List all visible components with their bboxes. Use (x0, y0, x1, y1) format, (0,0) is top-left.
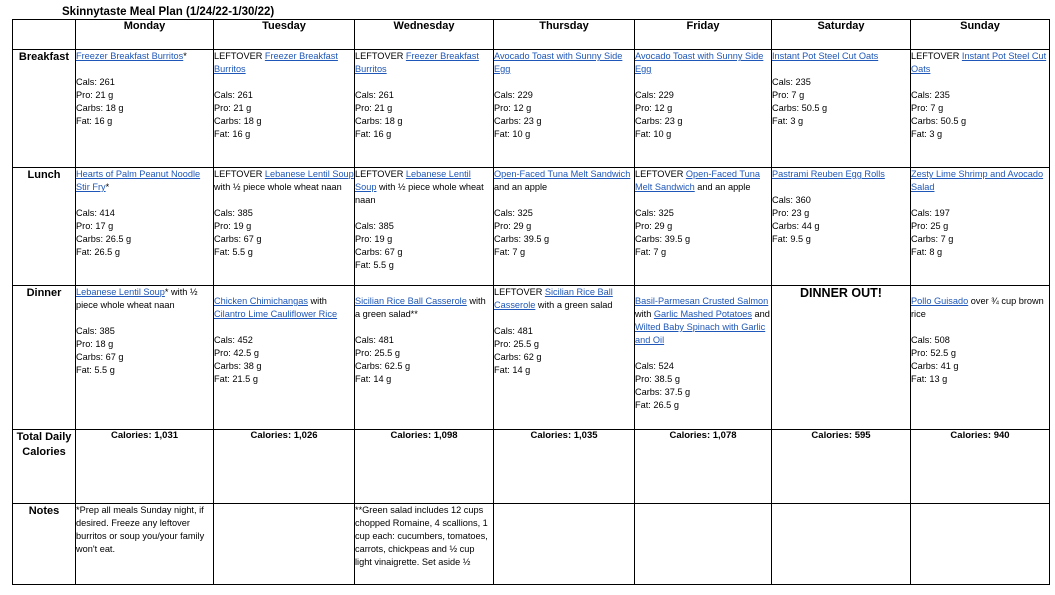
recipe-link[interactable]: Chicken Chimichangas (214, 296, 308, 306)
carbs-value: Carbs: 44 g (772, 221, 820, 231)
leftover-label: LEFTOVER (214, 169, 265, 179)
carbs-value: Carbs: 26.5 g (76, 234, 132, 244)
pro-value: Pro: 17 g (76, 221, 114, 231)
carbs-value: Carbs: 18 g (355, 116, 403, 126)
fat-value: Fat: 10 g (635, 129, 672, 139)
fat-value: Fat: 7 g (494, 247, 526, 257)
note-empty (772, 504, 911, 585)
total-calories: Calories: 1,031 (76, 430, 214, 504)
row-label-total: Total Daily Calories (13, 430, 76, 504)
fat-value: Fat: 26.5 g (635, 400, 679, 410)
fat-value: Fat: 3 g (772, 116, 804, 126)
recipe-link[interactable]: Freezer Breakfast Burritos (214, 51, 338, 74)
fat-value: Fat: 16 g (214, 129, 251, 139)
recipe-link[interactable]: Basil-Parmesan Crusted Salmon (635, 296, 769, 306)
cals-value: Cals: 360 (772, 195, 811, 205)
total-calories: Calories: 1,026 (214, 430, 355, 504)
meal-desc: with (307, 296, 327, 306)
cals-value: Cals: 325 (494, 208, 533, 218)
day-header-thursday: Thursday (494, 20, 635, 50)
recipe-link[interactable]: Wilted Baby Spinach with Garlic and Oil (635, 322, 766, 345)
meal-cell (772, 168, 911, 286)
recipe-link[interactable]: Garlic Mashed Potatoes (653, 309, 752, 319)
carbs-value: Carbs: 39.5 g (635, 234, 691, 244)
meal-desc: with a green salad** (355, 296, 486, 319)
day-header-saturday: Saturday (772, 20, 911, 50)
row-label-dinner: Dinner (13, 286, 76, 430)
recipe-link[interactable]: Avocado Toast with Sunny Side Egg (635, 51, 764, 74)
carbs-value: Carbs: 23 g (635, 116, 683, 126)
totals-row (13, 430, 1050, 504)
pro-value: Pro: 21 g (76, 90, 114, 100)
pro-value: Pro: 25 g (911, 221, 949, 231)
carbs-value: Carbs: 67 g (76, 352, 124, 362)
carbs-value: Carbs: 50.5 g (772, 103, 828, 113)
recipe-link[interactable]: Sicilian Rice Ball Casserole (494, 287, 613, 310)
fat-value: Fat: 9.5 g (772, 234, 811, 244)
meal-cell (214, 50, 355, 168)
notes-row (13, 504, 1050, 585)
fat-value: Fat: 13 g (911, 374, 948, 384)
meal-cell-dinner-friday (635, 286, 772, 430)
meal-cell (635, 50, 772, 168)
cals-value: Cals: 229 (494, 90, 533, 100)
meal-cell (635, 168, 772, 286)
cals-value: Cals: 385 (76, 326, 115, 336)
note-monday: *Prep all meals Sunday night, if desired. Freeze any leftover burritos or soup you/your family won't eat. (76, 504, 214, 585)
recipe-link[interactable]: Hearts of Palm Peanut Noodle Stir Fry (76, 169, 201, 192)
note-empty (635, 504, 772, 585)
fat-value: Fat: 10 g (494, 129, 531, 139)
pro-value: Pro: 7 g (911, 103, 944, 113)
pro-value: Pro: 19 g (214, 221, 252, 231)
pro-value: Pro: 42.5 g (214, 348, 259, 358)
breakfast-row (13, 50, 1050, 168)
dinner-row (13, 286, 1050, 430)
corner-cell (13, 20, 76, 50)
recipe-link[interactable]: Sicilian Rice Ball Casserole (355, 296, 467, 306)
pro-value: Pro: 12 g (635, 103, 673, 113)
cals-value: Cals: 229 (635, 90, 674, 100)
note-empty (911, 504, 1050, 585)
cals-value: Cals: 524 (635, 361, 674, 371)
header-row (13, 20, 1050, 50)
recipe-link[interactable]: Instant Pot Steel Cut Oats (911, 51, 1047, 74)
meal-cell-dinner-monday (76, 286, 214, 430)
meal-cell-dinner-sunday (911, 286, 1050, 430)
carbs-value: Carbs: 62 g (494, 352, 542, 362)
fat-value: Fat: 3 g (911, 129, 943, 139)
cals-value: Cals: 261 (76, 77, 115, 87)
cals-value: Cals: 261 (214, 90, 253, 100)
note-wednesday: **Green salad includes 12 cups chopped Romaine, 4 scallions, 1 cup each: cucumbers, tomatoes, carrots, chickpeas and ½ cup light vinaigrette. Set aside ½ (355, 504, 494, 585)
meal-desc: with (635, 309, 654, 319)
page-title: Skinnytaste Meal Plan (1/24/22-1/30/22) (62, 6, 275, 18)
recipe-link[interactable]: Pollo Guisado (911, 296, 969, 306)
meal-cell (494, 50, 635, 168)
leftover-label: LEFTOVER (635, 169, 686, 179)
meal-desc: * with ½ piece whole wheat naan (76, 287, 198, 310)
total-calories: Calories: 595 (772, 430, 911, 504)
pro-value: Pro: 25.5 g (494, 339, 539, 349)
pro-value: Pro: 7 g (772, 90, 805, 100)
total-calories: Calories: 1,078 (635, 430, 772, 504)
fat-value: Fat: 7 g (635, 247, 667, 257)
meal-desc: with ½ piece whole wheat naan (355, 182, 484, 205)
meal-desc: with ½ piece whole wheat naan (214, 182, 342, 192)
cals-value: Cals: 385 (355, 221, 394, 231)
fat-value: Fat: 5.5 g (214, 247, 253, 257)
meal-plan-table (12, 19, 1050, 585)
meal-cell-dinner-thursday (494, 286, 635, 430)
cals-value: Cals: 325 (635, 208, 674, 218)
meal-cell (494, 168, 635, 286)
recipe-link[interactable]: Open-Faced Tuna Melt Sandwich (494, 169, 631, 179)
leftover-label: LEFTOVER (214, 51, 265, 61)
recipe-link[interactable]: Lebanese Lentil Soup (355, 169, 471, 192)
note-empty (214, 504, 355, 585)
fat-value: Fat: 8 g (911, 247, 943, 257)
total-calories: Calories: 1,035 (494, 430, 635, 504)
recipe-link[interactable]: Freezer Breakfast Burritos (355, 51, 479, 74)
meal-desc: * (183, 51, 187, 61)
pro-value: Pro: 38.5 g (635, 374, 680, 384)
cals-value: Cals: 261 (355, 90, 394, 100)
row-label-breakfast: Breakfast (13, 50, 76, 168)
day-header-monday: Monday (76, 20, 214, 50)
pro-value: Pro: 21 g (355, 103, 393, 113)
carbs-value: Carbs: 38 g (214, 361, 262, 371)
cals-value: Cals: 508 (911, 335, 950, 345)
meal-cell (355, 168, 494, 286)
total-calories: Calories: 1,098 (355, 430, 494, 504)
pro-value: Pro: 19 g (355, 234, 393, 244)
recipe-link[interactable]: Lebanese Lentil Soup (264, 169, 354, 179)
meal-desc: and an apple (494, 182, 548, 192)
meal-cell-dinner-wednesday (355, 286, 494, 430)
recipe-link[interactable]: Pastrami Reuben Egg Rolls (772, 169, 885, 179)
recipe-link[interactable]: Zesty Lime Shrimp and Avocado Salad (911, 169, 1044, 192)
leftover-label: LEFTOVER (355, 169, 406, 179)
fat-value: Fat: 5.5 g (76, 365, 115, 375)
pro-value: Pro: 21 g (214, 103, 252, 113)
carbs-value: Carbs: 62.5 g (355, 361, 411, 371)
row-label-notes: Notes (13, 504, 76, 585)
fat-value: Fat: 16 g (355, 129, 392, 139)
recipe-link[interactable]: Open-Faced Tuna Melt Sandwich (635, 169, 760, 192)
cals-value: Cals: 235 (911, 90, 950, 100)
cals-value: Cals: 414 (76, 208, 115, 218)
leftover-label: LEFTOVER (494, 287, 545, 297)
meal-cell (214, 168, 355, 286)
meal-desc: * (105, 182, 110, 192)
meal-cell-dinner-tuesday (214, 286, 355, 430)
cals-value: Cals: 452 (214, 335, 253, 345)
meal-cell (911, 50, 1050, 168)
day-header-sunday: Sunday (911, 20, 1050, 50)
leftover-label: LEFTOVER (911, 51, 962, 61)
leftover-label: LEFTOVER (355, 51, 406, 61)
meal-cell (355, 50, 494, 168)
carbs-value: Carbs: 50.5 g (911, 116, 967, 126)
recipe-link[interactable]: Avocado Toast with Sunny Side Egg (494, 51, 623, 74)
note-empty (494, 504, 635, 585)
cals-value: Cals: 385 (214, 208, 253, 218)
meal-cell (76, 50, 214, 168)
carbs-value: Carbs: 67 g (214, 234, 262, 244)
recipe-link[interactable]: Instant Pot Steel Cut Oats (772, 51, 879, 61)
pro-value: Pro: 12 g (494, 103, 532, 113)
fat-value: Fat: 21.5 g (214, 374, 258, 384)
cals-value: Cals: 235 (772, 77, 811, 87)
lunch-row (13, 168, 1050, 286)
carbs-value: Carbs: 37.5 g (635, 387, 691, 397)
pro-value: Pro: 52.5 g (911, 348, 956, 358)
meal-cell (772, 50, 911, 168)
meal-cell (76, 168, 214, 286)
carbs-value: Carbs: 23 g (494, 116, 542, 126)
pro-value: Pro: 29 g (494, 221, 532, 231)
fat-value: Fat: 5.5 g (355, 260, 394, 270)
cals-value: Cals: 197 (911, 208, 950, 218)
meal-desc: and an apple (694, 182, 751, 192)
carbs-value: Carbs: 18 g (214, 116, 262, 126)
total-calories: Calories: 940 (911, 430, 1050, 504)
pro-value: Pro: 29 g (635, 221, 673, 231)
meal-desc: with a green salad (535, 300, 613, 310)
pro-value: Pro: 23 g (772, 208, 810, 218)
day-header-tuesday: Tuesday (214, 20, 355, 50)
recipe-link[interactable]: Freezer Breakfast Burritos (76, 51, 184, 61)
day-header-wednesday: Wednesday (355, 20, 494, 50)
cals-value: Cals: 481 (494, 326, 533, 336)
fat-value: Fat: 14 g (494, 365, 531, 375)
row-label-lunch: Lunch (13, 168, 76, 286)
carbs-value: Carbs: 41 g (911, 361, 959, 371)
fat-value: Fat: 16 g (76, 116, 113, 126)
recipe-link[interactable]: Cilantro Lime Cauliflower Rice (214, 309, 338, 319)
carbs-value: Carbs: 67 g (355, 247, 403, 257)
carbs-value: Carbs: 7 g (911, 234, 954, 244)
day-header-friday: Friday (635, 20, 772, 50)
meal-desc: over ¾ cup brown rice (911, 296, 1044, 319)
pro-value: Pro: 18 g (76, 339, 114, 349)
cals-value: Cals: 481 (355, 335, 394, 345)
fat-value: Fat: 26.5 g (76, 247, 120, 257)
carbs-value: Carbs: 39.5 g (494, 234, 550, 244)
dinner-out-cell: DINNER OUT! (772, 286, 911, 430)
meal-cell (911, 168, 1050, 286)
recipe-link[interactable]: Lebanese Lentil Soup (76, 287, 165, 297)
fat-value: Fat: 14 g (355, 374, 392, 384)
pro-value: Pro: 25.5 g (355, 348, 400, 358)
carbs-value: Carbs: 18 g (76, 103, 124, 113)
meal-desc: and (751, 309, 770, 319)
